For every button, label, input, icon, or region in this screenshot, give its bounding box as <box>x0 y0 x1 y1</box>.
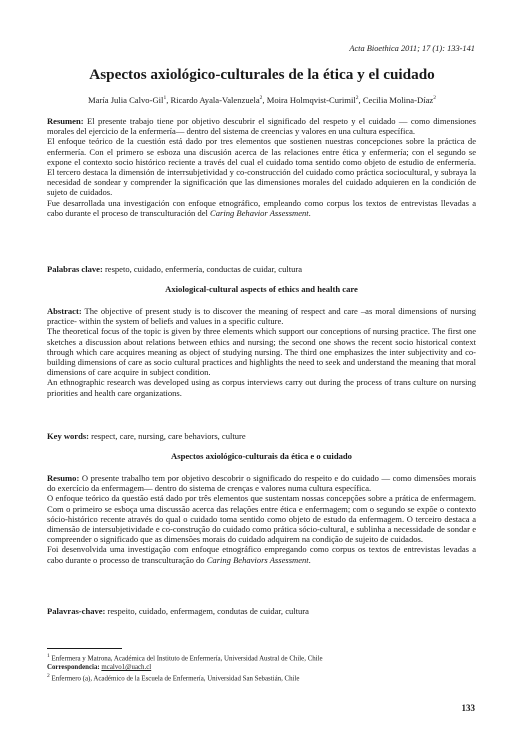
abstract-label: Resumo <box>47 473 77 483</box>
abstract-paragraph: An ethnographic research was developed using as corpus interviews carry out during the process of trans culture on nursing priorities and health care organizations. <box>47 377 476 398</box>
footnote: $^1$ Enfermera y Matrona, Académica del Instituto de Enfermería, Universidad Austral de Chile, Chile <box>47 653 323 663</box>
affiliation-mark: 2 <box>259 95 263 102</box>
section-heading-portuguese: Aspectos axiológico-culturais da ética e o cuidado <box>171 451 352 461</box>
author-name: María Julia Calvo-Gil <box>88 95 164 105</box>
keywords-label: Palabras clave <box>47 264 100 274</box>
running-header: Acta Bioethica 2011; 17 (1): 133-141 <box>349 44 475 53</box>
abstract-paragraph: O enfoque teórico da questão está dado por três elementos que sustentam nossas concepções sobre a prática de enfermagem. Com o primeiro se esboça uma discussão acerca das relações entre ética e enfermagem; com o segundo se expõe o contexto sócio-histórico recente através do qual o cuidado toma sentido como objeto de estudo da enfermagem. O terceiro destaca a dimensão de intersubjetividade e co-construção do cuidado como prática sócio-cultural, e sublinha a necessidade de sondar e compreender o significado que as dimensões morais do cuidado adquirem na condição de sujeito de cuidados. <box>47 493 476 545</box>
footnote: $^2$ Enfermero (a), Académico de la Escuela de Enfermería, Universidad San Sebastián, Chile <box>47 673 300 683</box>
author-list: María Julia Calvo-Gil$^1$, Ricardo Ayala-Valenzuela$^2$, Moira Holmqvist-Curimil$^2$, Cecilia Molina-Díaz$^2$ <box>88 95 436 105</box>
abstract-paragraph: Fue desarrollada una investigación con enfoque etnográfico, empleando como corpus los textos de entrevistas llevadas a cabo durante el proceso de transculturación del Caring Behavior Assessment. <box>47 197 476 218</box>
abstract-paragraph: Resumen: El presente trabajo tiene por objetivo descubrir el significado del respeto y el cuidado — como dimensiones morales del ejercicio de la enfermería— dentro del sistema de creencias y valores en una cultura específica. <box>47 116 476 137</box>
keywords-label: Palavras-chave <box>47 606 103 616</box>
abstract-paragraph: Resumo: O presente trabalho tem por objetivo descobrir o significado do respeito e do cuidado — como dimensões morais do exercício da enfermagem— dentro do sistema de crenças e valores numa cultura específica. <box>47 473 477 494</box>
instrument-name: Caring Behavior Assessment <box>210 207 309 218</box>
section-heading-english: Axiological-cultural aspects of ethics and health care <box>165 284 358 294</box>
abstract-paragraph: Foi desenvolvida uma investigação com enfoque etnográfico empregando como corpus os textos de entrevistas levadas a cabo durante o processo de transculturação do Caring Behaviors Assessment. <box>47 544 476 565</box>
footnote-correspondence: Correspondencia: mcalvo1@uach.cl <box>47 663 152 671</box>
abstract-paragraph: Abstract: The objective of present study is to discover the meaning of respect and care –as moral dimensions of nursing practice- within the system of beliefs and values in a specific culture. <box>47 306 477 327</box>
keywords-spanish: Palabras clave: respeto, cuidado, enfermería, conductas de cuidar, cultura <box>47 264 303 274</box>
instrument-name: Caring Behaviors Assessment <box>206 554 309 565</box>
author-name: Cecilia Molina-Díaz <box>362 95 434 105</box>
abstract-paragraph: The theoretical focus of the topic is given by three elements which support our conceptions of nursing practice. The first one sketches a discussion about relations between ethics and nursing; the second one shows the recent socio historical context through which care acquires meaning as object of studying nursing. The third one emphasizes the inter subjectivity and co-building dimensions of care as socio cultural practices and highlights the need to seek and understand the meaning that moral dimensions of care acquire in subject condition. <box>47 326 476 378</box>
affiliation-mark: 1 <box>163 95 167 102</box>
keywords-english: Key words: respect, care, nursing, care behaviors, culture <box>47 431 246 441</box>
author-name: Moira Holmqvist-Curimil <box>266 95 356 105</box>
footnotes <box>47 652 476 684</box>
affiliation-mark: 2 <box>355 95 359 102</box>
article-title: Aspectos axiológico-culturales de la ética y el cuidado <box>89 66 435 83</box>
keywords-portuguese: Palavras-chave: respeito, cuidado, enfermagem, condutas de cuidar, cultura <box>47 606 309 616</box>
keywords-label: Key words <box>47 431 87 441</box>
page-number: 133 <box>461 703 475 713</box>
author-name: Ricardo Ayala-Valenzuela <box>170 95 260 105</box>
abstract-label: Abstract <box>47 306 79 316</box>
affiliation-mark: 2 <box>433 95 436 102</box>
abstract-portuguese <box>47 473 476 565</box>
abstract-label: Resumen <box>47 116 81 126</box>
abstract-english <box>47 306 476 398</box>
correspondence-email-link[interactable]: mcalvo1@uach.cl <box>101 663 152 671</box>
abstract-paragraph: El enfoque teórico de la cuestión está dado por tres elementos que sostienen nuestras concepciones sobre la práctica de enfermería. Con el primero se esboza una discusión acerca de las relaciones entre ética y enfermería; con el segundo se expone el contexto socio histórico reciente a través del cual el cuidado toma sentido como objeto de estudio de enfermería. El tercero destaca la dimensión de interrsubjetividad y co-construcción del cuidado como práctica sociocultural, y subraya la necesidad de sondear y comprender la significación que las dimensiones morales del cuidado adquieren en la condición de sujeto de cuidados. <box>47 136 476 198</box>
abstract-spanish <box>47 116 476 218</box>
footnote-divider <box>47 648 122 649</box>
